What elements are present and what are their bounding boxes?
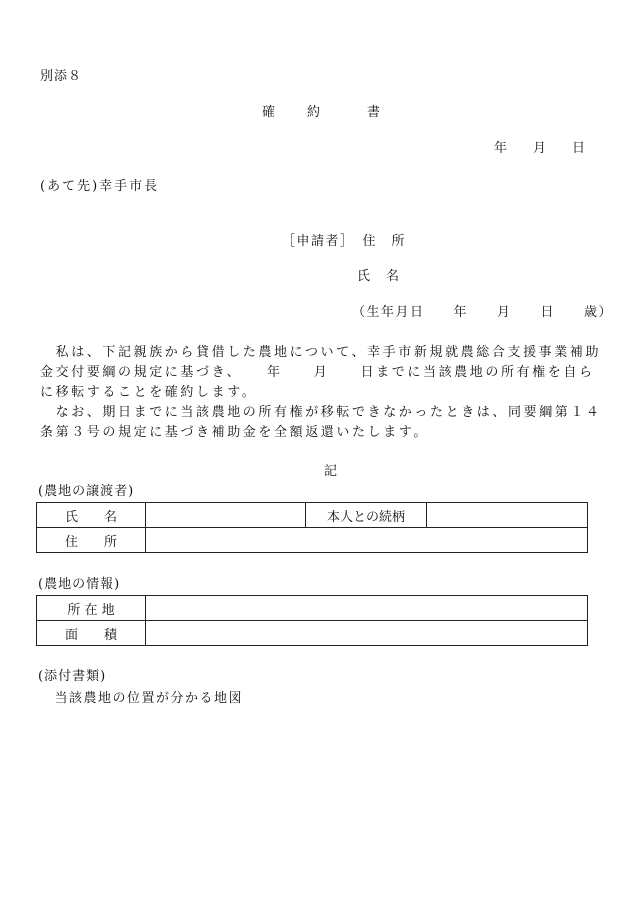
body-paragraph-2: なお、期日までに当該農地の所有権が移転できなかったときは、同要綱第１４条第３号の規定に基づき補助金を全額返還いたします。: [40, 405, 602, 440]
applicant-address-label: ［申請者］ 住 所: [282, 234, 407, 249]
body-paragraph-1: 私は、下記親族から貸借した農地について、幸手市新規就農総合支援事業補助金交付要綱の規定に基づき、 年 月 日までに当該農地の所有権を自らに移転することを確約します。: [40, 345, 602, 400]
relation-value-cell[interactable]: [427, 503, 588, 528]
applicant-birth-line: （生年月日 年 月 日 歳）: [352, 305, 614, 320]
relation-label-cell: 本人との続柄: [306, 503, 427, 528]
ki-heading: 記: [324, 464, 338, 479]
addressee: (あて先)幸手市長: [40, 179, 160, 194]
appendix-label: 別添８: [40, 69, 83, 84]
transferor-heading: (農地の譲渡者): [38, 484, 135, 499]
address-label-cell: 住 所: [37, 528, 146, 553]
document-title: 確 約 書: [262, 105, 383, 120]
applicant-name-label: 氏 名: [357, 269, 401, 284]
location-value-cell[interactable]: [146, 596, 588, 621]
table-row: [37, 503, 588, 528]
table-row: [37, 621, 588, 646]
name-value-cell[interactable]: [146, 503, 306, 528]
area-value-cell[interactable]: [146, 621, 588, 646]
address-value-cell[interactable]: [146, 528, 588, 553]
attachment-item: 当該農地の位置が分かる地図: [40, 691, 244, 706]
transferor-table: [36, 502, 588, 553]
attachments-heading: (添付書類): [38, 669, 107, 684]
table-row: [37, 596, 588, 621]
land-info-table: [36, 595, 588, 646]
location-label-cell: 所 在 地: [37, 596, 146, 621]
table-row: [37, 528, 588, 553]
area-label-cell: 面 積: [37, 621, 146, 646]
name-label-cell: 氏 名: [37, 503, 146, 528]
land-info-heading: (農地の情報): [38, 577, 121, 592]
date-line: 年 月 日: [494, 141, 586, 156]
